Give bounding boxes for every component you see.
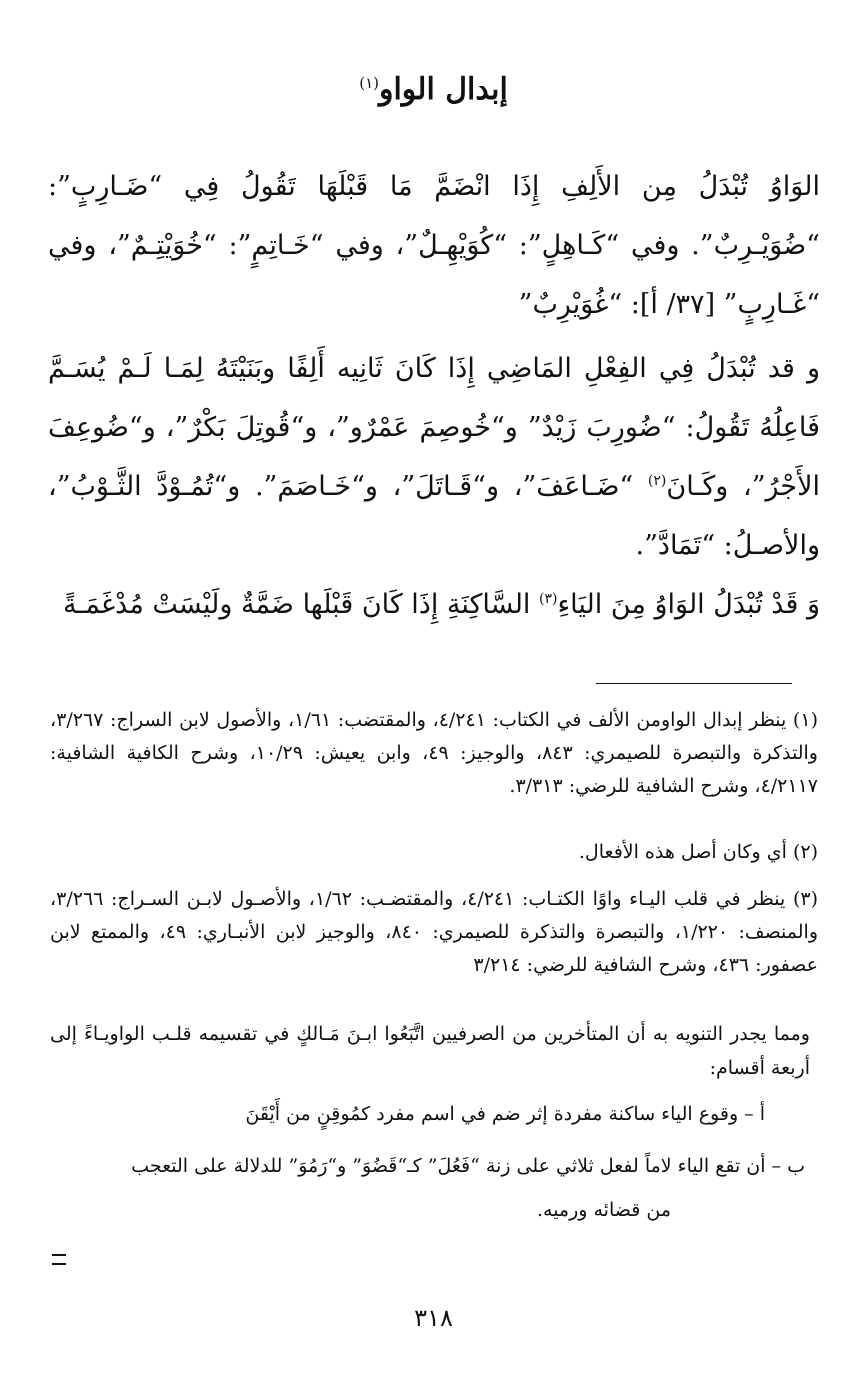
footnote-3-note: ومما يجدر التنويه به أن المتأخرين من الصرفيين اتَّبَعُوا ابـنَ مَـالكٍ في تقسيمه قلـب الواويـاءً إلى أربعة أقسام: — [50, 1023, 810, 1079]
footnote-list-item-b-continued: من قضائه ورميه. — [536, 1199, 671, 1221]
equals-mark-icon — [52, 1254, 66, 1265]
footnote-1-text: (١) ينظر إبدال الواومن الألف في الكتاب: ٤/٢٤١، والمقتضب: ١/٦١، والأصول لابن السراج: ٣/٢٦٧، والتذكرة والتبصرة للصيمري: ٨٤٣، والوجيز: ٤٩، وابن يعيش: ١٠/٢٩، وشرح الكافية الشافية: ٤/٢١١٧، وشرح الشافية للرضي: ٣/٣١٣. — [50, 709, 818, 797]
footnote-separator — [596, 683, 792, 684]
paragraph-3-footnote-ref: (٣) — [539, 591, 558, 607]
footnote-2-text: (٢) أي وكان أصل هذه الأفعال. — [578, 841, 818, 863]
paragraph-1-text: الوَاوُ تُبْدَلُ مِن الأَلِفِ إِذَا انْضَمَّ مَا قَبْلَهَا تَقُولُ فِي “ضَـارِبٍ”: “ضُوَيْـرِبٌ”. وفي “كَـاهِلٍ”: “كُوَيْهِـلٌ”، وفي “خَـاتِمٍ”: “خُوَيْتِـمٌ”، وفي “غَـارِبٍ” [٣٧/ أ]: “غُوَيْرِبٌ” — [48, 171, 820, 320]
page-number: ٣١٨ — [414, 1304, 453, 1332]
footnote-1 — [50, 704, 818, 809]
paragraph-2-footnote-ref: (٢) — [647, 473, 667, 489]
paragraph-2-text-start: و قد تُبْدَلُ فِي الفِعْلِ المَاضِي إِذَا كَانَ ثَانِيه أَلِفًا وبَنَيْتَهُ لِمَـا لَـمْ يُسَـمَّ فَاعِلُهُ تَقُولُ: “ضُورِبَ زَيْدٌ” و“خُوصِمَ عَمْرٌو”، و“قُوتِلَ بَكْرٌ”، و“ضُوعِفَ الأَجْرُ”، وكَـانَ — [48, 353, 820, 502]
paragraph-3-text-end: السَّاكِنَةِ إِذَا كَانَ قَبْلَها ضَمَّةٌ ولَيْسَتْ مُدْغَمَـةً — [63, 589, 540, 620]
footnote-2 — [50, 836, 818, 875]
footnote-3 — [50, 883, 818, 988]
paragraph-1 — [48, 157, 820, 334]
paragraph-2 — [48, 339, 820, 575]
footnote-3-text: (٣) ينظر في قلب اليـاء واوًا الكتـاب: ٤/٢٤١، والمقتضـب: ١/٦٢، والأصـول لابـن السـراج: ٣/٢٦٦، والمنصف: ١/٢٢٠، والتبصرة والتذكرة للصيمري: ٨٤٠، والوجيز لابن الأنبـاري: ٤٩، والممتع لابن عصفور: ٤٣٦، وشرح الشافية للرضي: ٣/٢١٤ — [50, 888, 819, 976]
paragraph-2-text-end: “ضَـاعَفَ”، و“قَـاتَلَ”، و“خَـاصَمَ”. و“تُمُـوْدَّ الثَّـوْبُ”، والأصـلُ: “تَمَادَّ”. — [48, 471, 820, 561]
paragraph-3-text-start: وَ قَدْ تُبْدَلُ الوَاوُ مِنَ اليَاءِ — [557, 589, 820, 620]
title-footnote-ref: (١) — [359, 74, 379, 92]
footnote-list-item-a: أ – وقوع الياء ساكنة مفردة إثر ضم في اسم مفرد كمُوقِنٍ من أَيْقَنَ — [245, 1103, 765, 1125]
footnote-list-item-b: ب – أن تقع الياء لاماً لفعل ثلاثي على زنة “فَعُلَ” كـ“قَضُوَ” و“رَمُوَ” للدلالة على التعجب — [131, 1155, 805, 1177]
page-title — [0, 68, 867, 112]
paragraph-3 — [48, 575, 820, 634]
title-text: إبدال الواو — [378, 72, 508, 107]
